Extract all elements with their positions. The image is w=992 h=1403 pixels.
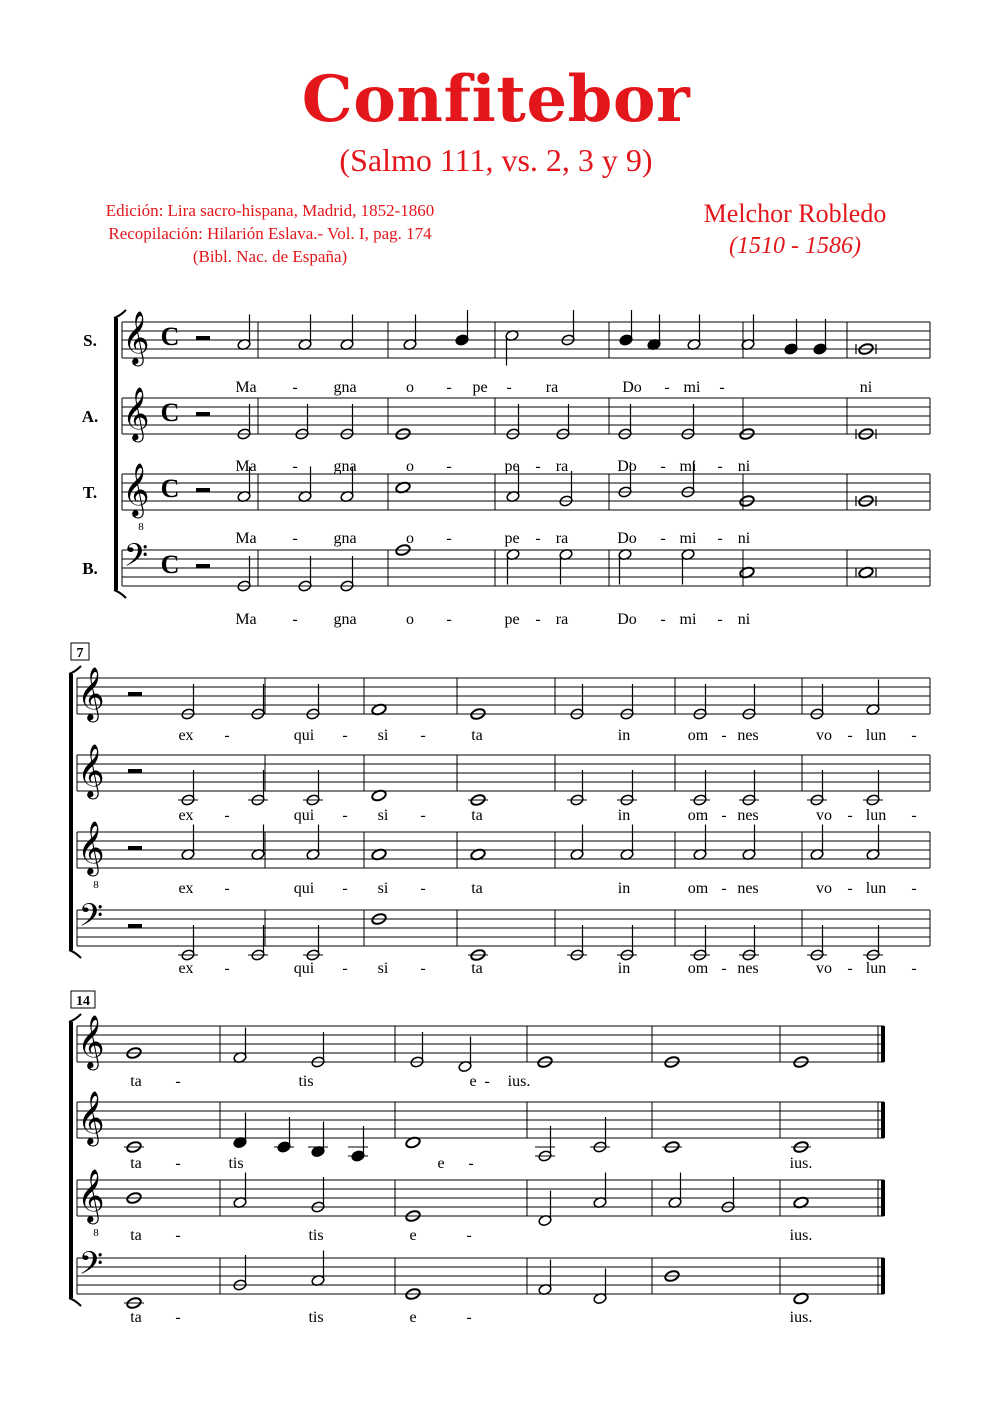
lyric-syllable: mi [679,530,697,547]
lyric-syllable: ni [737,611,751,628]
half-rest [128,769,142,773]
lyric-syllable: Do [617,611,637,628]
lyric-hyphen: - [660,530,666,547]
lyric-syllable: ex [178,880,194,897]
octave-mark: 8 [138,521,144,533]
lyric-syllable: ius. [789,1227,813,1244]
lyric-syllable: qui [293,880,315,897]
compilation-line: Recopilación: Hilarión Eslava.- Vol. I, pag. 174 [108,224,432,243]
lyric-syllable: Do [617,530,637,547]
voice-label: B. [82,559,98,578]
lyric-hyphen: - [446,379,452,396]
half-rest [196,564,210,568]
treble-clef-icon: 𝄞 [77,1016,105,1067]
half-rest [196,488,210,492]
lyric-syllable: mi [683,379,701,396]
lyric-syllable: om [687,960,709,977]
lyric-hyphen: - [721,727,727,744]
treble-clef-icon: 𝄞 [77,822,105,873]
lyric-syllable: lun [865,727,887,744]
lyric-hyphen: - [420,727,426,744]
lyric-syllable: qui [293,727,315,744]
lyric-hyphen: - [468,1155,474,1172]
lyric-syllable: qui [293,960,315,977]
time-signature: C [160,474,180,503]
lyric-syllable: in [617,880,631,897]
lyric-syllable: nes [737,960,759,977]
lyric-syllable: om [687,807,709,824]
final-barline-thick [881,1026,885,1062]
lyric-hyphen: - [175,1309,181,1326]
lyric-syllable: mi [679,458,697,475]
lyric-syllable: ius. [507,1073,531,1090]
lyric-syllable: e [437,1155,445,1172]
time-signature: C [160,322,180,351]
lyric-syllable: ta [130,1155,142,1172]
lyric-syllable: in [617,960,631,977]
lyric-syllable: pe [504,458,520,475]
time-signature: C [160,550,180,579]
final-barline-thick [881,1180,885,1216]
lyric-hyphen: - [721,880,727,897]
lyric-syllable: si [377,807,389,824]
final-barline-thick [881,1102,885,1138]
lyric-syllable: ta [130,1309,142,1326]
system-bracket [69,1022,73,1298]
lyric-hyphen: - [847,807,853,824]
lyric-syllable: mi [679,611,697,628]
lyric-hyphen: - [292,611,298,628]
lyric-hyphen: - [660,611,666,628]
lyric-syllable: nes [737,807,759,824]
lyric-syllable: pe [504,611,520,628]
lyric-hyphen: - [660,458,666,475]
lyric-syllable: nes [737,880,759,897]
lyric-syllable: Ma [235,611,257,628]
lyric-syllable: ni [859,379,873,396]
half-rest [196,412,210,416]
voice-label: A. [81,407,99,426]
lyric-syllable: lun [865,807,887,824]
lyric-hyphen: - [224,807,230,824]
lyric-syllable: lun [865,960,887,977]
lyric-syllable: ta [471,807,483,824]
lyric-syllable: vo [816,880,832,897]
lyric-syllable: e [409,1227,417,1244]
lyric-syllable: o [406,530,414,547]
lyric-syllable: ta [471,960,483,977]
treble-clef-icon: 𝄞 [122,312,150,363]
lyric-hyphen: - [911,727,917,744]
lyric-hyphen: - [717,611,723,628]
lyric-syllable: ra [555,458,569,475]
lyric-syllable: o [406,611,414,628]
lyric-hyphen: - [420,807,426,824]
treble-clef-icon: 𝄞 [77,1092,105,1143]
lyric-syllable: ni [737,530,751,547]
octave-mark: 8 [93,879,99,891]
bass-clef-icon: 𝄢 [123,539,149,581]
library-line: (Bibl. Nac. de España) [192,247,348,266]
lyric-hyphen: - [535,458,541,475]
lyric-syllable: ra [555,611,569,628]
lyric-hyphen: - [466,1309,472,1326]
lyric-syllable: ra [545,379,559,396]
voice-label: S. [83,331,97,350]
half-rest [128,924,142,928]
lyric-hyphen: - [535,611,541,628]
lyric-syllable: o [406,458,414,475]
lyric-syllable: si [377,727,389,744]
lyric-syllable: gna [333,379,357,396]
lyric-hyphen: - [446,458,452,475]
lyric-hyphen: - [721,960,727,977]
lyric-hyphen: - [847,960,853,977]
lyric-hyphen: - [420,960,426,977]
lyric-syllable: gna [333,530,357,547]
lyric-syllable: qui [293,807,315,824]
lyric-hyphen: - [342,960,348,977]
lyric-hyphen: - [446,611,452,628]
lyric-syllable: om [687,880,709,897]
lyric-syllable: ius. [789,1155,813,1172]
lyric-hyphen: - [224,960,230,977]
lyric-syllable: gna [333,458,357,475]
lyric-syllable: vo [816,960,832,977]
system-bracket [69,674,73,950]
lyric-syllable: si [377,880,389,897]
octave-mark: 8 [93,1227,99,1239]
bass-clef-icon: 𝄢 [78,1247,104,1289]
lyric-hyphen: - [224,880,230,897]
composer-dates: (1510 - 1586) [729,233,861,259]
lyric-hyphen: - [342,880,348,897]
piece-title: Confitebor [301,62,691,137]
system-bracket [114,318,118,590]
composer-name: Melchor Robledo [703,199,887,228]
lyric-hyphen: - [342,727,348,744]
lyric-hyphen: - [175,1227,181,1244]
lyric-hyphen: - [175,1155,181,1172]
half-rest [128,846,142,850]
lyric-hyphen: - [717,458,723,475]
lyric-syllable: lun [865,880,887,897]
time-signature: C [160,398,180,427]
lyric-syllable: tis [308,1227,324,1244]
lyric-hyphen: - [342,807,348,824]
half-rest [128,692,142,696]
lyric-hyphen: - [292,530,298,547]
lyric-syllable: in [617,727,631,744]
lyric-syllable: tis [228,1155,244,1172]
lyric-syllable: e [469,1073,477,1090]
treble-clef-icon: 𝄞 [77,668,105,719]
voice-label: T. [82,483,98,502]
lyric-syllable: ta [130,1227,142,1244]
lyric-syllable: ius. [789,1309,813,1326]
lyric-syllable: vo [816,727,832,744]
lyric-hyphen: - [506,379,512,396]
lyric-hyphen: - [847,727,853,744]
lyric-syllable: in [617,807,631,824]
lyric-hyphen: - [717,530,723,547]
lyric-syllable: Do [617,458,637,475]
half-rest [196,336,210,340]
lyric-syllable: vo [816,807,832,824]
lyric-hyphen: - [911,880,917,897]
lyric-hyphen: - [484,1073,490,1090]
edition-line: Edición: Lira sacro-hispana, Madrid, 1852-1860 [105,201,435,220]
lyric-hyphen: - [721,807,727,824]
treble-clef-icon: 𝄞 [77,745,105,796]
lyric-syllable: ni [737,458,751,475]
lyric-syllable: Ma [235,530,257,547]
lyric-syllable: ta [471,727,483,744]
lyric-syllable: e [409,1309,417,1326]
lyric-hyphen: - [466,1227,472,1244]
lyric-syllable: ta [130,1073,142,1090]
lyric-hyphen: - [292,379,298,396]
lyric-hyphen: - [911,807,917,824]
lyric-syllable: ex [178,727,194,744]
lyric-hyphen: - [420,880,426,897]
lyric-hyphen: - [446,530,452,547]
measure-number: 7 [76,646,84,661]
lyric-syllable: gna [333,611,357,628]
treble-clef-icon: 𝄞 [122,464,150,515]
lyric-syllable: ra [555,530,569,547]
bracket-bottom-hook [69,950,81,958]
treble-clef-icon: 𝄞 [77,1170,105,1221]
final-barline-thick [881,1258,885,1294]
lyric-hyphen: - [911,960,917,977]
measure-number: 14 [76,994,90,1009]
lyric-hyphen: - [175,1073,181,1090]
lyric-syllable: Do [622,379,642,396]
lyric-hyphen: - [535,530,541,547]
lyric-syllable: tis [298,1073,314,1090]
lyric-syllable: Ma [235,458,257,475]
lyric-syllable: si [377,960,389,977]
bracket-bottom-hook [69,1298,81,1306]
lyric-syllable: om [687,727,709,744]
lyric-hyphen: - [664,379,670,396]
lyric-syllable: Ma [235,379,257,396]
lyric-syllable: ex [178,807,194,824]
lyric-syllable: nes [737,727,759,744]
lyric-hyphen: - [719,379,725,396]
lyric-hyphen: - [847,880,853,897]
lyric-syllable: pe [504,530,520,547]
lyric-hyphen: - [224,727,230,744]
lyric-syllable: ta [471,880,483,897]
lyric-syllable: pe [472,379,488,396]
bracket-bottom-hook [114,590,126,598]
lyric-syllable: tis [308,1309,324,1326]
lyric-hyphen: - [292,458,298,475]
lyric-syllable: ex [178,960,194,977]
treble-clef-icon: 𝄞 [122,388,150,439]
bass-clef-icon: 𝄢 [78,899,104,941]
piece-subtitle: (Salmo 111, vs. 2, 3 y 9) [339,142,653,178]
lyric-syllable: o [406,379,414,396]
